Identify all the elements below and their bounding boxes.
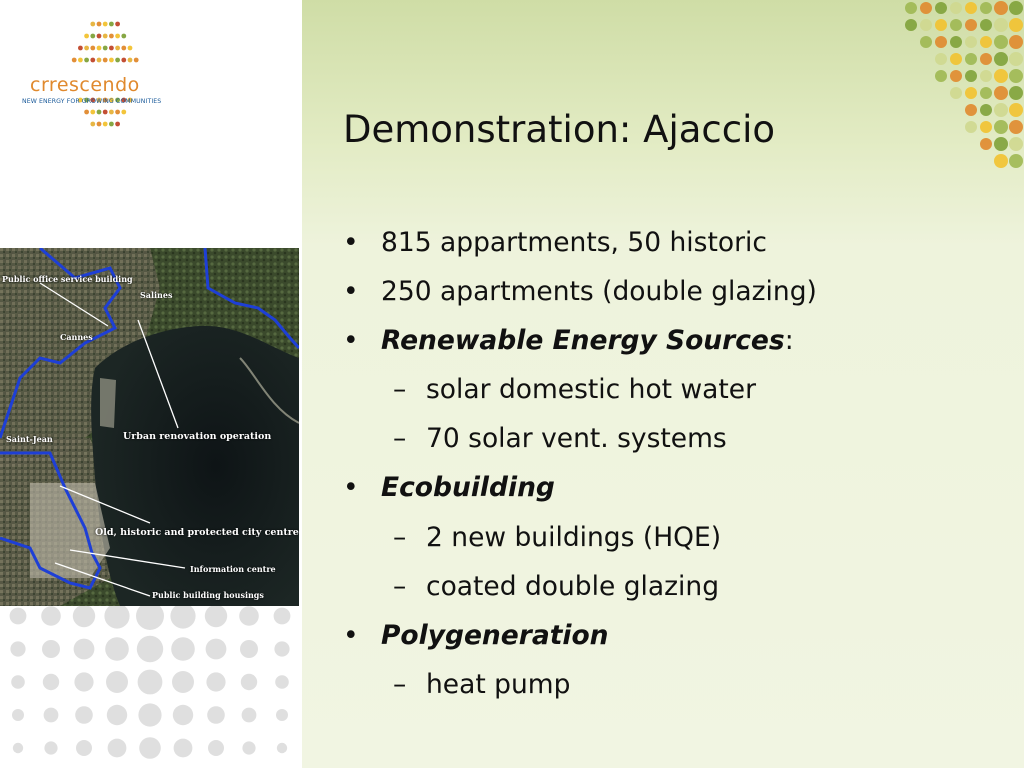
decorative-dot [115, 58, 120, 63]
bullet-item [343, 467, 1003, 516]
decorative-dot [170, 606, 195, 629]
decorative-dot [994, 52, 1008, 66]
decorative-dot [172, 671, 194, 693]
decorative-dot [980, 121, 992, 133]
decorative-dot [43, 674, 59, 690]
decorative-dot [920, 36, 932, 48]
bullet-item [343, 271, 1003, 320]
decorative-dot [109, 22, 114, 27]
bullet-suffix: : [784, 325, 794, 357]
bullet-dot-icon: • [343, 619, 359, 651]
bullet-text: coated double glazing [426, 570, 720, 602]
decorative-dot [274, 641, 289, 656]
decorative-dot [980, 36, 992, 48]
decorative-dot [208, 740, 224, 756]
decorative-dot [205, 606, 227, 627]
decorative-dot [1009, 18, 1023, 32]
decorative-dot [994, 154, 1008, 168]
decorative-dot [950, 2, 962, 14]
decorative-dot [42, 640, 60, 658]
decorative-dot [106, 671, 128, 693]
decorative-dot [935, 70, 947, 82]
decorative-dot [994, 103, 1008, 117]
decorative-dot [103, 122, 108, 127]
decorative-dot [44, 708, 59, 723]
decorative-dots-top-right [894, 0, 1024, 180]
decorative-dot [136, 606, 164, 630]
bullet-dot-icon: • [343, 276, 359, 308]
decorative-dot [935, 53, 947, 65]
decorative-dot [920, 19, 932, 31]
decorative-dot [173, 705, 193, 725]
decorative-dot [90, 46, 95, 51]
map-label-public-office: Public office service building [2, 274, 133, 284]
decorative-dot [97, 34, 102, 39]
decorative-dot [275, 675, 289, 689]
decorative-dot [90, 122, 95, 127]
decorative-dot [980, 138, 992, 150]
left-decor-panel [0, 0, 302, 768]
decorative-dot [121, 110, 126, 115]
decorative-dot [1009, 52, 1023, 66]
decorative-dot [84, 110, 89, 115]
bullet-item [343, 615, 1003, 664]
decorative-dot [950, 53, 962, 65]
decorative-dot [206, 639, 227, 660]
decorative-dot [139, 737, 161, 759]
decorative-dot [1009, 103, 1023, 117]
decorative-dot [950, 70, 962, 82]
decorative-dot [965, 19, 977, 31]
bullet-dot-icon: • [343, 325, 359, 357]
decorative-dot [137, 636, 163, 662]
decorative-dot [980, 70, 992, 82]
decorative-dot [994, 69, 1008, 83]
decorative-dot [103, 58, 108, 63]
sub-bullet-item [343, 418, 1003, 467]
decorative-dot [103, 22, 108, 27]
decorative-dot [1009, 35, 1023, 49]
decorative-dot [105, 637, 129, 661]
decorative-dot [121, 34, 126, 39]
sub-bullet-item [343, 517, 1003, 566]
decorative-dot [41, 606, 61, 626]
decorative-dot [90, 34, 95, 39]
sub-bullet-item [343, 369, 1003, 418]
decorative-dot [965, 53, 977, 65]
decorative-dot [109, 46, 114, 51]
decorative-dot [994, 35, 1008, 49]
bullet-item [343, 222, 1003, 271]
decorative-dot [109, 122, 114, 127]
decorative-dot [206, 672, 225, 691]
decorative-dot [277, 743, 287, 753]
bullet-text: 70 solar vent. systems [426, 423, 727, 455]
decorative-dot [109, 58, 114, 63]
bullet-dash-icon: – [393, 668, 407, 700]
decorative-dot [107, 705, 127, 725]
decorative-dot [950, 36, 962, 48]
decorative-dot [10, 608, 27, 625]
decorative-dot [994, 137, 1008, 151]
bullet-dot-icon: • [343, 227, 359, 258]
decorative-dot [935, 36, 947, 48]
bullet-text: 250 apartments (double glazing) [381, 276, 817, 308]
decorative-dot [950, 19, 962, 31]
bullet-text: 815 appartments, 50 historic [381, 227, 767, 258]
map-label-cannes: Cannes [60, 332, 93, 342]
decorative-dot [1009, 1, 1023, 15]
decorative-dot [103, 46, 108, 51]
decorative-dot [1009, 137, 1023, 151]
slide-title: Demonstration: Ajaccio [343, 108, 776, 151]
map-label-old-historic: Old, historic and protected city centre [95, 527, 299, 538]
decorative-dot [115, 110, 120, 115]
decorative-dot [935, 2, 947, 14]
decorative-dot [242, 741, 255, 754]
decorative-dot [950, 87, 962, 99]
decorative-dot [241, 674, 257, 690]
decorative-dot [980, 19, 992, 31]
decorative-dot [109, 110, 114, 115]
map-label-saint-jean: Saint-Jean [6, 434, 53, 444]
bullet-text: heat pump [426, 668, 571, 700]
decorative-dot [980, 104, 992, 116]
map-label-urban-renovation: Urban renovation operation [123, 431, 272, 442]
decorative-dot [90, 22, 95, 27]
decorative-dot [1009, 69, 1023, 83]
decorative-dot [97, 122, 102, 127]
decorative-dot [90, 58, 95, 63]
decorative-dot [965, 70, 977, 82]
bullet-item [343, 320, 1003, 369]
decorative-dot [980, 53, 992, 65]
decorative-dot [242, 708, 257, 723]
bullet-text: solar domestic hot water [426, 374, 756, 406]
decorative-dot [115, 22, 120, 27]
decorative-dot [11, 675, 25, 689]
logo-wordmark: crrescendo [30, 74, 140, 96]
decorative-dot [108, 739, 127, 758]
decorative-dot [276, 709, 288, 721]
sub-bullet-item [343, 566, 1003, 615]
decorative-dot [207, 706, 225, 724]
decorative-dot [44, 741, 57, 754]
decorative-dot [84, 34, 89, 39]
decorative-dot [994, 120, 1008, 134]
decorative-dot [980, 87, 992, 99]
decorative-dot [920, 2, 932, 14]
decorative-dot [90, 110, 95, 115]
decorative-dot [138, 670, 163, 695]
decorative-dot [103, 34, 108, 39]
decorative-dot [84, 58, 89, 63]
decorative-dot [78, 46, 83, 51]
bullet-dash-icon: – [393, 570, 407, 602]
decorative-dot [965, 121, 977, 133]
decorative-dot [13, 743, 23, 753]
decorative-dot [97, 58, 102, 63]
decorative-dot [240, 640, 258, 658]
decorative-dot [115, 46, 120, 51]
decorative-dot [109, 34, 114, 39]
decorative-dot [121, 46, 126, 51]
bullet-dash-icon: – [393, 423, 407, 455]
decorative-dot [1009, 86, 1023, 100]
decorative-dot [174, 739, 193, 758]
decorative-dot [980, 2, 992, 14]
bullet-list [343, 222, 1003, 713]
decorative-dot [78, 58, 83, 63]
decorative-dot [97, 22, 102, 27]
decorative-dot [994, 86, 1008, 100]
bullet-dot-icon: • [343, 472, 359, 504]
decorative-dot [73, 606, 95, 627]
decorative-dot [171, 637, 195, 661]
bullet-text: Ecobuilding [381, 472, 555, 504]
decorative-dot [10, 641, 25, 656]
map-graphic [0, 248, 299, 606]
decorative-dot [965, 87, 977, 99]
decorative-dot [12, 709, 24, 721]
decorative-dot [128, 46, 133, 51]
decorative-dot [97, 110, 102, 115]
decorative-dot [274, 608, 291, 625]
decorative-dots-bottom-left [0, 606, 302, 768]
map-label-information-centre: Information centre [190, 564, 276, 574]
logo-tagline: NEW ENERGY FOR GROWING COMMUNITIES [22, 98, 162, 105]
decorative-dot [72, 58, 77, 63]
decorative-dot [97, 46, 102, 51]
decorative-dot [994, 18, 1008, 32]
bullet-text: Renewable Energy Sources [381, 325, 785, 357]
decorative-dot [75, 706, 93, 724]
bullet-dash-icon: – [393, 521, 407, 553]
decorative-dot [965, 2, 977, 14]
decorative-dot [935, 19, 947, 31]
decorative-dot [994, 1, 1008, 15]
decorative-dot [965, 36, 977, 48]
decorative-dot [76, 740, 92, 756]
decorative-dot [905, 19, 917, 31]
decorative-dot [965, 104, 977, 116]
decorative-dot [84, 46, 89, 51]
decorative-dot [128, 58, 133, 63]
ajaccio-aerial-map [0, 248, 299, 606]
decorative-dot [121, 58, 126, 63]
bullet-text: Polygeneration [381, 619, 609, 651]
decorative-dot [905, 2, 917, 14]
bullet-text: 2 new buildings (HQE) [426, 521, 722, 553]
bullet-dash-icon: – [393, 374, 407, 406]
decorative-dot [239, 606, 259, 626]
decorative-dot [138, 703, 161, 726]
decorative-dot [115, 122, 120, 127]
decorative-dot [134, 58, 139, 63]
map-label-salines: Salines [140, 290, 173, 300]
decorative-dot [74, 639, 95, 660]
decorative-dot [1009, 154, 1023, 168]
decorative-dot [104, 606, 129, 629]
decorative-dot [103, 110, 108, 115]
sub-bullet-item [343, 664, 1003, 713]
map-label-public-building-housings: Public building housings [152, 590, 264, 600]
decorative-dot [74, 672, 93, 691]
decorative-dot [115, 34, 120, 39]
decorative-dot [1009, 120, 1023, 134]
